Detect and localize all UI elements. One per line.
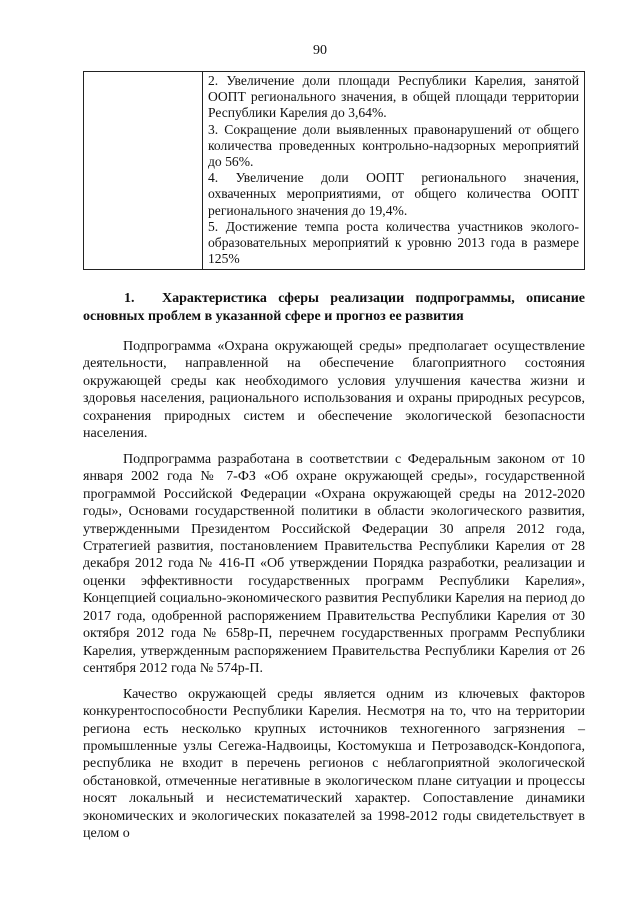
section-number: 1. <box>124 291 135 306</box>
page-number: 90 <box>313 43 327 58</box>
body-text <box>83 338 585 843</box>
paragraph: Подпрограмма «Охрана окружающей среды» предполагает осуществление деятельности, направленной на обеспечение благоприятного состояния окружающей среды как необходимого условия улучшения качества жизни и здоровья населения, рационального использования и охраны природных ресурсов, сохранения природных систем и обеспечение экологической безопасности населения. <box>83 339 585 442</box>
paragraph: Подпрограмма разработана в соответствии с Федеральным законом от 10 января 2002 года № 7-ФЗ «Об охране окружающей среды», государственной программой Российской Федерации «Охрана окружающей среды на 2012-2020 годы», Основами государственной политики в области экологического развития, утвержденными Президентом Российской Федерации 30 апреля 2012 года, Стратегией развития, постановлением Правительства Республики Карелия от 28 декабря 2012 года № 416-П «Об утверждении Порядка разработки, реализации и оценки эффективности государственных программ Республики Карелия», Концепцией социально-экономического развития Республики Карелия на период до 2017 года, одобренной распоряжением Правительства Республики Карелия от 30 октября 2012 года № 658р-П, перечнем государственных программ Республики Карелия, утвержденным распоряжением Правительства Республики Карелия от 26 сентября 2012 года № 574р-П. <box>83 451 585 677</box>
paragraph: Качество окружающей среды является одним из ключевых факторов конкурентоспособности Республики Карелия. Несмотря на то, что на территории региона есть несколько крупных источников техногенного загрязнения – промышленные узлы Сегежа-Надвоицы, Костомукша и Петрозаводск-Кондопога, республика не входит в перечень регионов с неблагоприятной экологической обстановкой, отмеченные негативные в экологическом плане ситуации и процессы носят локальный и несистематический характер. Сопоставление динамики экономических и экологических показателей за 1998-2012 годы свидетельствует в целом о <box>83 686 585 842</box>
section-title: Характеристика сферы реализации подпрограммы, описание основных проблем в указанной сфере и прогноз ее развития <box>83 291 585 324</box>
empty-label-cell <box>84 72 203 270</box>
goals-table <box>83 71 585 270</box>
goals-cell <box>203 72 585 270</box>
section-heading <box>83 290 585 325</box>
goal-item: 2. Увеличение доли площади Республики Карелия, занятой ООПТ регионального значения, в общей площади территории Республики Карелия до 3,64%. <box>208 73 579 121</box>
table-row <box>84 72 585 270</box>
goal-item: 3. Сокращение доли выявленных правонарушений от общего количества проведенных контрольно-надзорных мероприятий до 56%. <box>208 121 579 170</box>
goal-item: 5. Достижение темпа роста количества участников эколого-образовательных мероприятий к уровню 2013 года в размере 125% <box>208 218 579 267</box>
goal-item: 4. Увеличение доли ООПТ регионального значения, охваченных мероприятиями, от общего количества ООПТ регионального значения до 19,4%. <box>208 170 579 218</box>
